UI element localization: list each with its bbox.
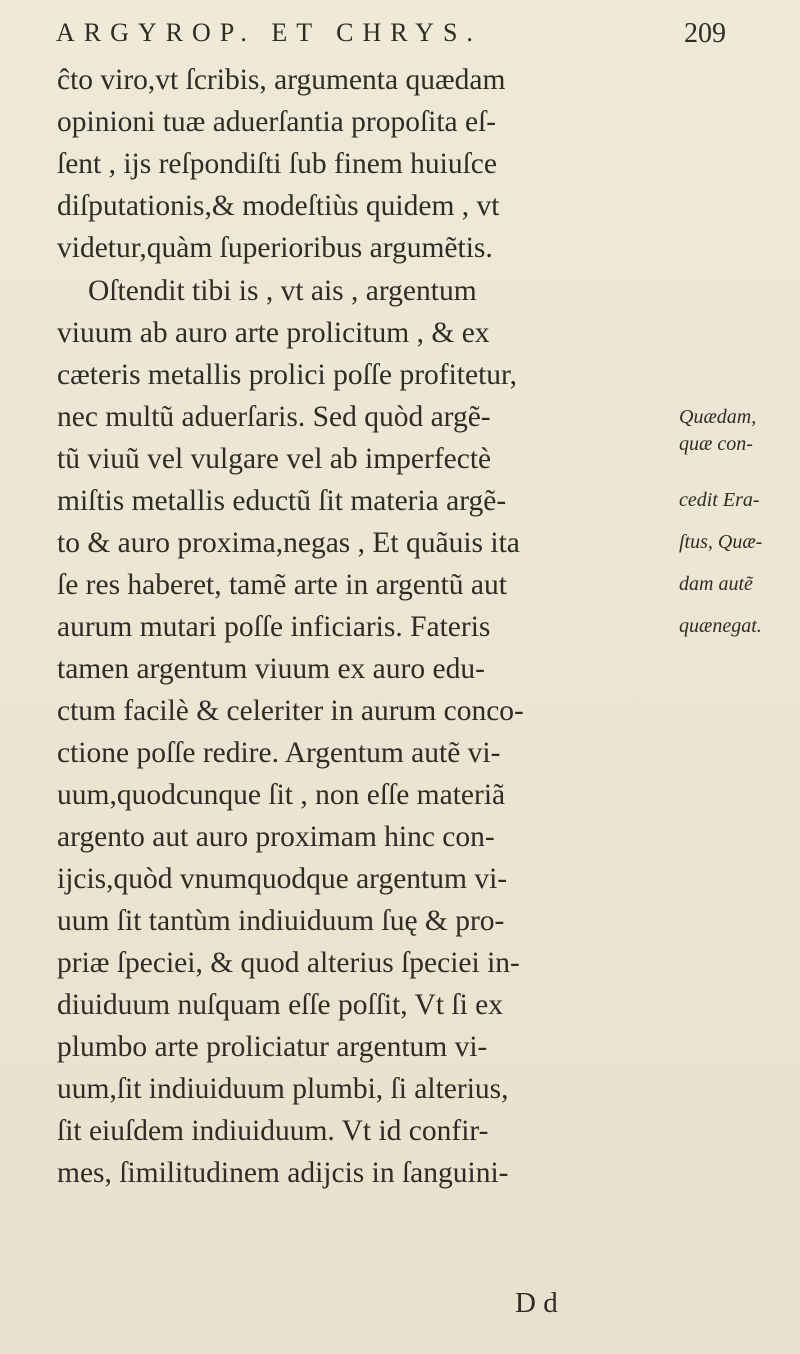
- text-line: mes, ſimilitudinem adijcis in ſanguini-: [57, 1157, 509, 1189]
- text-line: diuiduum nuſquam eſſe poſſit, Vt ſi ex: [57, 989, 504, 1021]
- marginal-note: Quædam,: [679, 406, 757, 428]
- running-head: [56, 14, 726, 54]
- text-line: aurum mutari poſſe inficiaris. Fateris: [57, 611, 491, 643]
- text-line: cæteris metallis prolici poſſe profitetur,: [57, 359, 518, 391]
- text-line: ſit eiuſdem indiuiduum. Vt id confir-: [57, 1115, 489, 1147]
- text-line: nec multũ aduerſaris. Sed quòd argẽ-: [57, 401, 491, 433]
- text-line: tũ viuũ vel vulgare vel ab imperfectè: [57, 443, 492, 475]
- text-line: uum,ſit indiuiduum plumbi, ſi alterius,: [57, 1073, 509, 1105]
- text-line: videtur,quàm ſuperioribus argumẽtis.: [57, 232, 493, 264]
- marginal-note: quæ con-: [679, 433, 753, 455]
- text-line: uum,quodcunque ſit , non eſſe materiã: [57, 779, 506, 811]
- marginal-note: cedit Era-: [679, 489, 760, 511]
- text-line: ſent , ijs reſpondiſti ſub finem huiuſce: [57, 148, 497, 180]
- text-line: viuum ab auro arte prolicitum , & ex: [57, 317, 490, 349]
- text-line: argento aut auro proximam hinc con-: [57, 821, 495, 853]
- text-line: priæ ſpeciei, & quod alterius ſpeciei in-: [57, 947, 520, 979]
- text-line: tamen argentum viuum ex auro edu-: [57, 653, 485, 685]
- marginal-note: ſtus, Quæ-: [679, 531, 763, 553]
- text-line: uum ſit tantùm indiuiduum ſuę & pro-: [57, 905, 505, 937]
- text-line: opinioni tuæ aduerſantia propoſita eſ-: [57, 106, 497, 138]
- text-line: plumbo arte proliciatur argentum vi-: [57, 1031, 488, 1063]
- text-line: ctione poſſe redire. Argentum autẽ vi-: [57, 737, 501, 769]
- text-line: ĉto viro,vt ſcribis, argumenta quædam: [57, 64, 506, 96]
- page-number: 209: [684, 18, 726, 49]
- marginal-note: dam autẽ: [679, 573, 753, 595]
- text-line: Oſtendit tibi is , vt ais , argentum: [88, 275, 477, 307]
- text-line: to & auro proxima,negas , Et quãuis ita: [57, 527, 520, 559]
- text-line: ctum facilè & celeriter in aurum conco-: [57, 695, 524, 727]
- text-line: miſtis metallis eductũ ſit materia argẽ-: [57, 485, 507, 517]
- marginal-note: quænegat.: [679, 615, 762, 637]
- catchword: D d: [515, 1287, 558, 1319]
- text-line: ſe res haberet, tamẽ arte in argentũ aut: [57, 569, 507, 601]
- running-title: ARGYROP. ET CHRYS.: [56, 18, 482, 47]
- text-line: diſputationis,& modeſtiùs quidem , vt: [57, 190, 500, 222]
- text-line: ijcis,quòd vnumquodque argentum vi-: [57, 863, 508, 895]
